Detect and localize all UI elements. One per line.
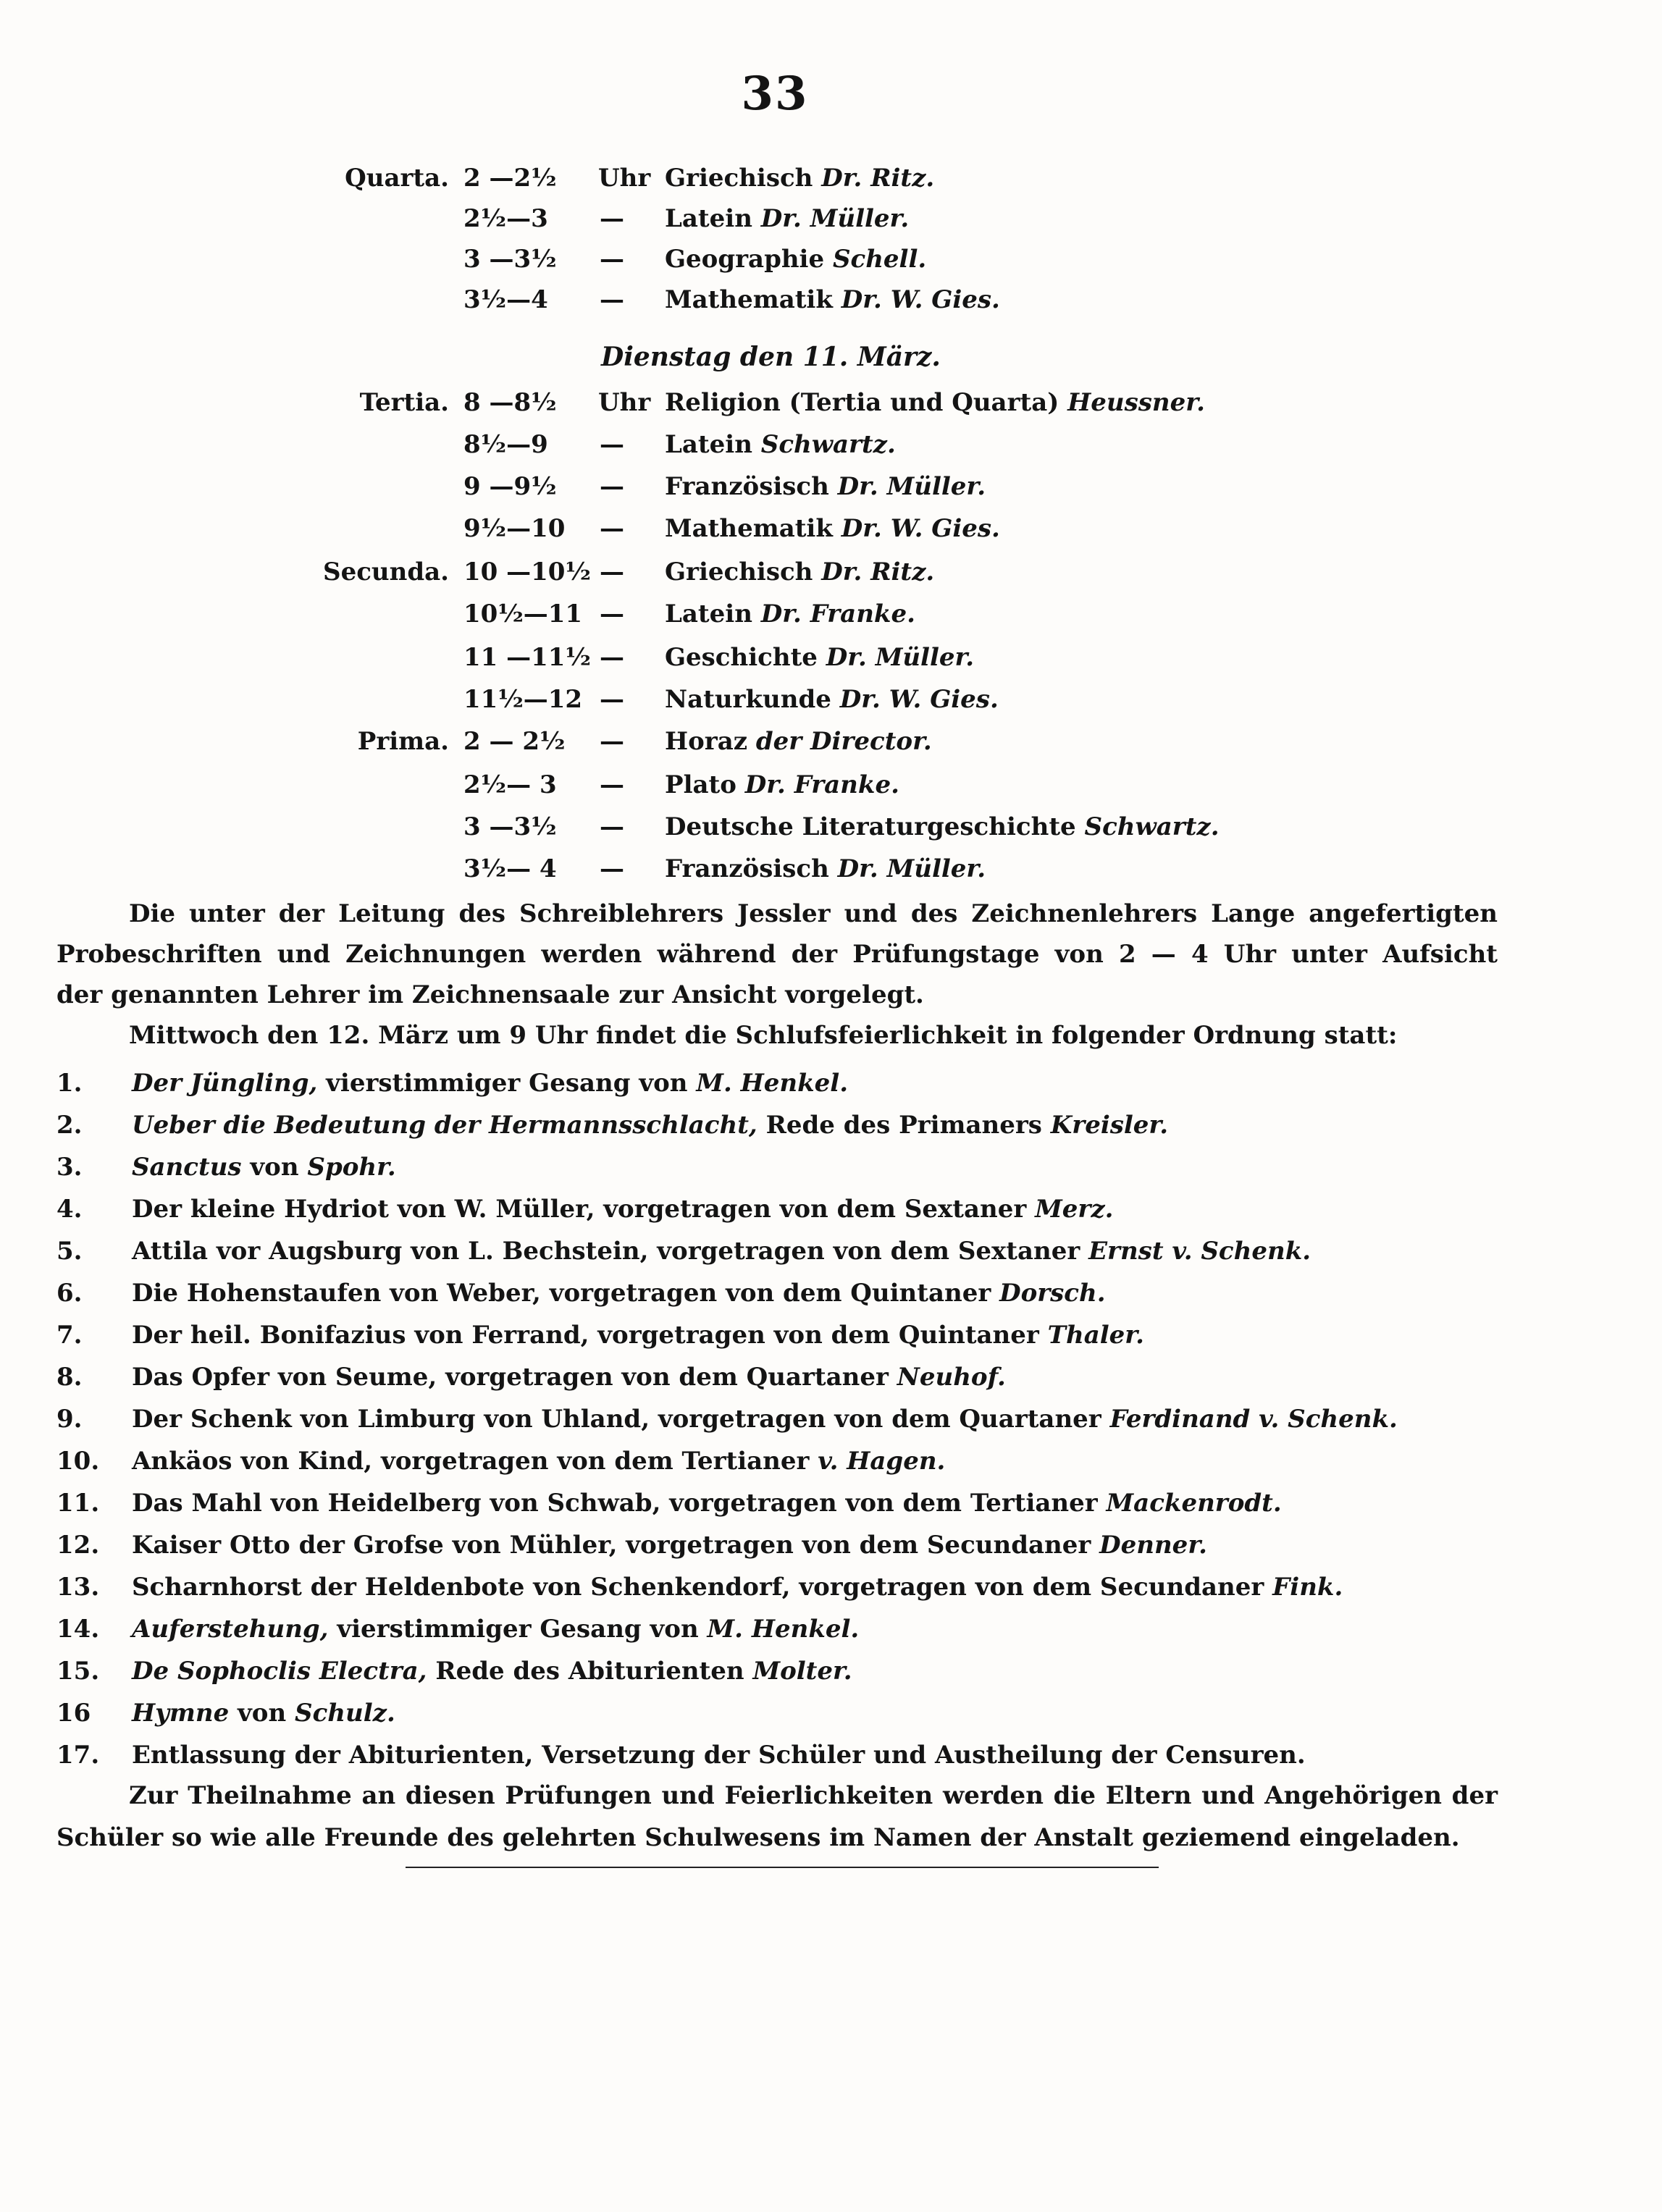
item-title: De Sophoclis Electra, xyxy=(132,1657,427,1686)
subject-line xyxy=(665,382,1205,423)
day-heading: Dienstag den 11. März. xyxy=(601,342,941,372)
schedule-row xyxy=(0,849,1662,889)
paragraph-line: der genannten Lehrer im Zeichnensaale zur Ansicht vorgelegt. xyxy=(56,980,924,1009)
list-item xyxy=(56,1525,1207,1565)
class-label: Tertia. xyxy=(359,388,449,417)
teacher: Dr. Müller. xyxy=(826,643,975,672)
schedule-row xyxy=(0,424,1662,465)
time-slot: 2½—3 xyxy=(463,204,548,233)
subject-line xyxy=(665,552,934,592)
list-item xyxy=(56,1063,848,1103)
schedule-row xyxy=(0,552,1662,592)
paragraph-line: Mittwoch den 12. März um 9 Uhr findet die Schlufsfeierlichkeit in folgender Ordnung statt: xyxy=(129,1021,1398,1050)
item-person: Merz. xyxy=(1035,1195,1114,1224)
item-text: Der Schenk von Limburg von Uhland, vorgetragen von dem Quartaner xyxy=(132,1405,1110,1434)
subject: Horaz xyxy=(665,727,748,756)
list-item xyxy=(56,1693,395,1733)
dash: — xyxy=(600,854,624,883)
subject-line xyxy=(665,807,1220,847)
item-title: Der Jüngling, xyxy=(132,1069,318,1098)
subject-line xyxy=(665,637,974,678)
item-person: Mackenrodt. xyxy=(1106,1489,1282,1518)
schedule-row xyxy=(0,239,1662,279)
teacher: der Director. xyxy=(755,727,932,756)
dash: — xyxy=(600,685,624,714)
schedule-row xyxy=(0,807,1662,847)
item-person: Dorsch. xyxy=(999,1279,1106,1308)
schedule-row xyxy=(0,679,1662,720)
item-number: 13. xyxy=(56,1573,100,1602)
item-text: Der heil. Bonifazius von Ferrand, vorgetragen von dem Quintaner xyxy=(132,1321,1048,1350)
item-number: 16 xyxy=(56,1699,91,1728)
paragraph-line: Probeschriften und Zeichnungen werden während der Prüfungstage von 2 — 4 Uhr unter Aufsicht xyxy=(56,940,1498,969)
subject: Naturkunde xyxy=(665,685,831,714)
list-item xyxy=(56,1567,1343,1607)
item-text: Rede des Abiturienten xyxy=(427,1657,753,1686)
subject-line xyxy=(665,279,1000,320)
paragraph-line: Die unter der Leitung des Schreiblehrers Jessler und des Zeichnenlehrers Lange angefertigten xyxy=(129,899,1498,928)
subject-line xyxy=(665,239,926,279)
item-person: Ferdinand v. Schenk. xyxy=(1109,1405,1398,1434)
item-text: vierstimmiger Gesang von xyxy=(328,1615,708,1644)
dash: — xyxy=(600,600,624,628)
dash: — xyxy=(600,727,624,756)
item-text: von xyxy=(229,1699,295,1728)
subject: Geschichte xyxy=(665,643,818,672)
time-slot: 3 —3½ xyxy=(463,812,557,841)
time-slot: 2 —2½ xyxy=(463,164,557,193)
schedule-row xyxy=(0,279,1662,320)
schedule-row xyxy=(0,382,1662,423)
item-person: Spohr. xyxy=(307,1153,396,1182)
item-person: Kreisler. xyxy=(1050,1111,1169,1140)
item-text: Die Hohenstaufen von Weber, vorgetragen von dem Quintaner xyxy=(132,1279,1000,1308)
subject-line xyxy=(665,424,896,465)
item-number: 17. xyxy=(56,1741,100,1770)
list-item xyxy=(56,1231,1311,1271)
teacher: Dr. Franke. xyxy=(744,770,899,799)
item-number: 7. xyxy=(56,1321,83,1350)
subject-line xyxy=(665,466,986,507)
list-item xyxy=(56,1189,1113,1229)
subject: Plato xyxy=(665,770,736,799)
class-label: Prima. xyxy=(357,727,449,756)
subject-line xyxy=(665,508,1000,549)
item-person: Molter. xyxy=(752,1657,852,1686)
list-item xyxy=(56,1357,1006,1397)
dash: — xyxy=(600,770,624,799)
item-person: Fink. xyxy=(1272,1573,1343,1602)
teacher: Dr. Müller. xyxy=(837,854,986,883)
dash: — xyxy=(600,245,624,274)
list-item xyxy=(56,1651,852,1691)
uhr-label: Uhr xyxy=(598,164,651,193)
time-slot: 9 —9½ xyxy=(463,472,557,501)
subject-line xyxy=(665,679,999,720)
teacher: Dr. Ritz. xyxy=(821,164,935,193)
item-title: Sanctus xyxy=(132,1153,242,1182)
schedule-row xyxy=(0,637,1662,678)
schedule-row xyxy=(0,765,1662,805)
dash: — xyxy=(600,558,624,586)
paragraph-line: Zur Theilnahme an diesen Prüfungen und Feierlichkeiten werden die Eltern und Angehörigen der xyxy=(129,1781,1498,1810)
item-number: 14. xyxy=(56,1615,100,1644)
time-slot: 3½—4 xyxy=(463,285,548,314)
time-slot: 10½—11 xyxy=(463,600,583,628)
time-slot: 9½—10 xyxy=(463,514,566,543)
list-item xyxy=(56,1147,396,1187)
item-person: Schulz. xyxy=(295,1699,395,1728)
subject-line xyxy=(665,158,934,198)
class-label: Quarta. xyxy=(345,164,449,193)
item-number: 5. xyxy=(56,1237,83,1266)
time-slot: 11½—12 xyxy=(463,685,583,714)
class-label: Secunda. xyxy=(323,558,449,586)
subject: Mathematik xyxy=(665,285,833,314)
item-number: 1. xyxy=(56,1069,83,1098)
dash: — xyxy=(600,514,624,543)
subject: Deutsche Literaturgeschichte xyxy=(665,812,1076,841)
dash: — xyxy=(600,285,624,314)
item-person: Denner. xyxy=(1099,1531,1207,1560)
item-text: Das Mahl von Heidelberg von Schwab, vorgetragen von dem Tertianer xyxy=(132,1489,1107,1518)
schedule-row xyxy=(0,594,1662,634)
paragraph-line: Schüler so wie alle Freunde des gelehrten Schulwesens im Namen der Anstalt geziemend eingeladen. xyxy=(56,1823,1460,1852)
teacher: Schwartz. xyxy=(1084,812,1220,841)
list-item xyxy=(56,1735,1306,1775)
item-text: Ankäos von Kind, vorgetragen von dem Tertianer xyxy=(132,1447,818,1476)
subject: Latein xyxy=(665,430,752,459)
time-slot: 2½— 3 xyxy=(463,770,557,799)
item-person: Thaler. xyxy=(1047,1321,1144,1350)
item-number: 8. xyxy=(56,1363,83,1392)
subject: Latein xyxy=(665,600,752,628)
schedule-row xyxy=(0,198,1662,239)
schedule-row xyxy=(0,508,1662,549)
item-number: 9. xyxy=(56,1405,83,1434)
time-slot: 3½— 4 xyxy=(463,854,557,883)
item-text: Rede des Primaners xyxy=(757,1111,1051,1140)
item-text: Scharnhorst der Heldenbote von Schenkendorf, vorgetragen von dem Secundaner xyxy=(132,1573,1273,1602)
teacher: Schwartz. xyxy=(760,430,896,459)
page-number: 33 xyxy=(741,67,809,121)
schedule-row xyxy=(0,158,1662,198)
item-number: 2. xyxy=(56,1111,83,1140)
item-person: M. Henkel. xyxy=(707,1615,860,1644)
subject-line xyxy=(665,849,986,889)
subject: Religion (Tertia und Quarta) xyxy=(665,388,1059,417)
item-title: Ueber die Bedeutung der Hermannsschlacht, xyxy=(132,1111,757,1140)
item-number: 10. xyxy=(56,1447,100,1476)
item-number: 4. xyxy=(56,1195,83,1224)
dash: — xyxy=(600,472,624,501)
teacher: Dr. W. Gies. xyxy=(841,514,1000,543)
time-slot: 11 —11½ xyxy=(463,643,591,672)
item-text: Kaiser Otto der Grofse von Mühler, vorgetragen von dem Secundaner xyxy=(132,1531,1100,1560)
teacher: Dr. Müller. xyxy=(837,472,986,501)
teacher: Schell. xyxy=(832,245,927,274)
item-text: Entlassung der Abiturienten, Versetzung der Schüler und Austheilung der Censuren. xyxy=(132,1741,1306,1770)
teacher: Dr. Müller. xyxy=(760,204,910,233)
list-item xyxy=(56,1315,1144,1355)
item-person: Neuhof. xyxy=(897,1363,1006,1392)
teacher: Dr. Franke. xyxy=(760,600,915,628)
item-person: Ernst v. Schenk. xyxy=(1088,1237,1311,1266)
teacher: Heussner. xyxy=(1067,388,1205,417)
item-title: Auferstehung, xyxy=(132,1615,329,1644)
item-number: 12. xyxy=(56,1531,100,1560)
subject: Griechisch xyxy=(665,164,813,193)
time-slot: 3 —3½ xyxy=(463,245,557,274)
time-slot: 8 —8½ xyxy=(463,388,557,417)
subject-line xyxy=(665,594,915,634)
item-text: Das Opfer von Seume, vorgetragen von dem Quartaner xyxy=(132,1363,897,1392)
subject: Mathematik xyxy=(665,514,833,543)
item-text: Attila vor Augsburg von L. Bechstein, vorgetragen von dem Sextaner xyxy=(132,1237,1089,1266)
list-item xyxy=(56,1105,1168,1145)
item-text: vierstimmiger Gesang von xyxy=(317,1069,697,1098)
teacher: Dr. W. Gies. xyxy=(841,285,1000,314)
list-item xyxy=(56,1609,859,1649)
time-slot: 10 —10½ xyxy=(463,558,591,586)
teacher: Dr. Ritz. xyxy=(821,558,935,586)
item-title: Hymne xyxy=(132,1699,230,1728)
uhr-label: Uhr xyxy=(598,388,651,417)
list-item xyxy=(56,1441,945,1481)
dash: — xyxy=(600,812,624,841)
teacher: Dr. W. Gies. xyxy=(839,685,999,714)
time-slot: 2 — 2½ xyxy=(463,727,566,756)
item-text: Der kleine Hydriot von W. Müller, vorgetragen von dem Sextaner xyxy=(132,1195,1036,1224)
dash: — xyxy=(600,204,624,233)
item-number: 11. xyxy=(56,1489,100,1518)
subject: Griechisch xyxy=(665,558,813,586)
subject: Französisch xyxy=(665,854,829,883)
item-person: M. Henkel. xyxy=(696,1069,849,1098)
subject-line xyxy=(665,765,899,805)
dash: — xyxy=(600,430,624,459)
closing-rule xyxy=(406,1867,1159,1868)
schedule-row xyxy=(0,721,1662,762)
item-number: 15. xyxy=(56,1657,100,1686)
list-item xyxy=(56,1399,1398,1439)
subject: Französisch xyxy=(665,472,829,501)
item-number: 6. xyxy=(56,1279,83,1308)
subject-line xyxy=(665,198,909,239)
subject-line xyxy=(665,721,932,762)
time-slot: 8½—9 xyxy=(463,430,548,459)
item-number: 3. xyxy=(56,1153,83,1182)
list-item xyxy=(56,1483,1282,1523)
subject: Latein xyxy=(665,204,752,233)
dash: — xyxy=(600,643,624,672)
subject: Geographie xyxy=(665,245,825,274)
item-person: v. Hagen. xyxy=(818,1447,946,1476)
list-item xyxy=(56,1273,1106,1313)
schedule-row xyxy=(0,466,1662,507)
item-text: von xyxy=(241,1153,308,1182)
